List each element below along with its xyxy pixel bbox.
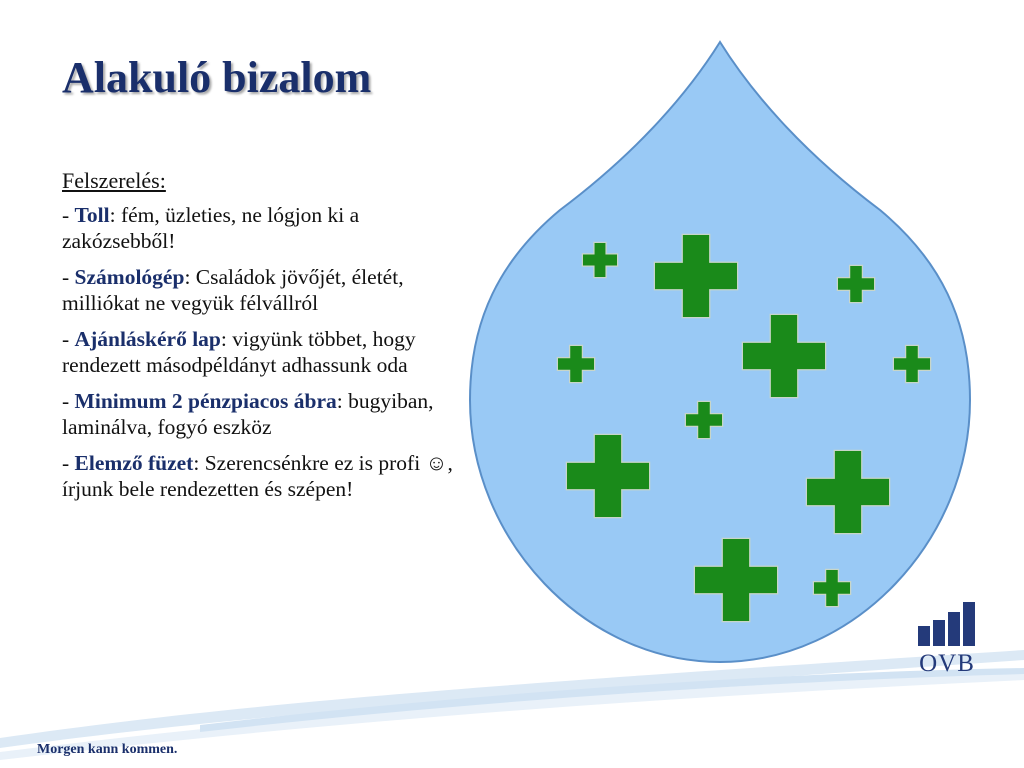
ovb-logo [914, 600, 980, 678]
item-text: : Családok jövőjét, életét, milliókat ne vegyük félvállról [62, 265, 404, 315]
item-text: : Szerencsénkre ez is profi ☺, írjunk bele rendezetten és szépen! [62, 451, 453, 501]
list-item-toll [62, 202, 472, 254]
item-text: : vigyünk többet, hogy rendezett másodpéldányt adhassunk oda [62, 327, 416, 377]
ovb-bars-logo [914, 600, 980, 650]
list-item-elemzo-fuzet [62, 450, 472, 502]
item-text: : fém, üzleties, ne lógjon ki a zakózsebből! [62, 203, 360, 253]
footer-slogan: Morgen kann kommen. [37, 742, 178, 757]
item-keyword: Toll [74, 203, 110, 227]
item-keyword: Minimum 2 pénzpiacos ábra [74, 389, 337, 413]
equipment-list [62, 168, 472, 512]
item-keyword: Ajánláskérő lap [74, 327, 221, 351]
slide-title: Alakuló bizalom [62, 53, 372, 102]
item-prefix: - [62, 327, 75, 351]
item-prefix: - [62, 265, 75, 289]
item-prefix: - [62, 203, 75, 227]
item-text: : bugyiban, laminálva, fogyó eszköz [62, 389, 434, 439]
list-item-szamologep [62, 264, 472, 316]
item-keyword: Számológép [74, 265, 185, 289]
item-prefix: - [62, 451, 75, 475]
item-prefix: - [62, 389, 75, 413]
list-item-penzpiacos-abra [62, 388, 472, 440]
item-keyword: Elemző füzet [74, 451, 194, 475]
list-item-ajanlaskero-lap [62, 326, 472, 378]
list-heading: Felszerelés: [62, 168, 166, 193]
logo-text: OVB [919, 650, 975, 677]
